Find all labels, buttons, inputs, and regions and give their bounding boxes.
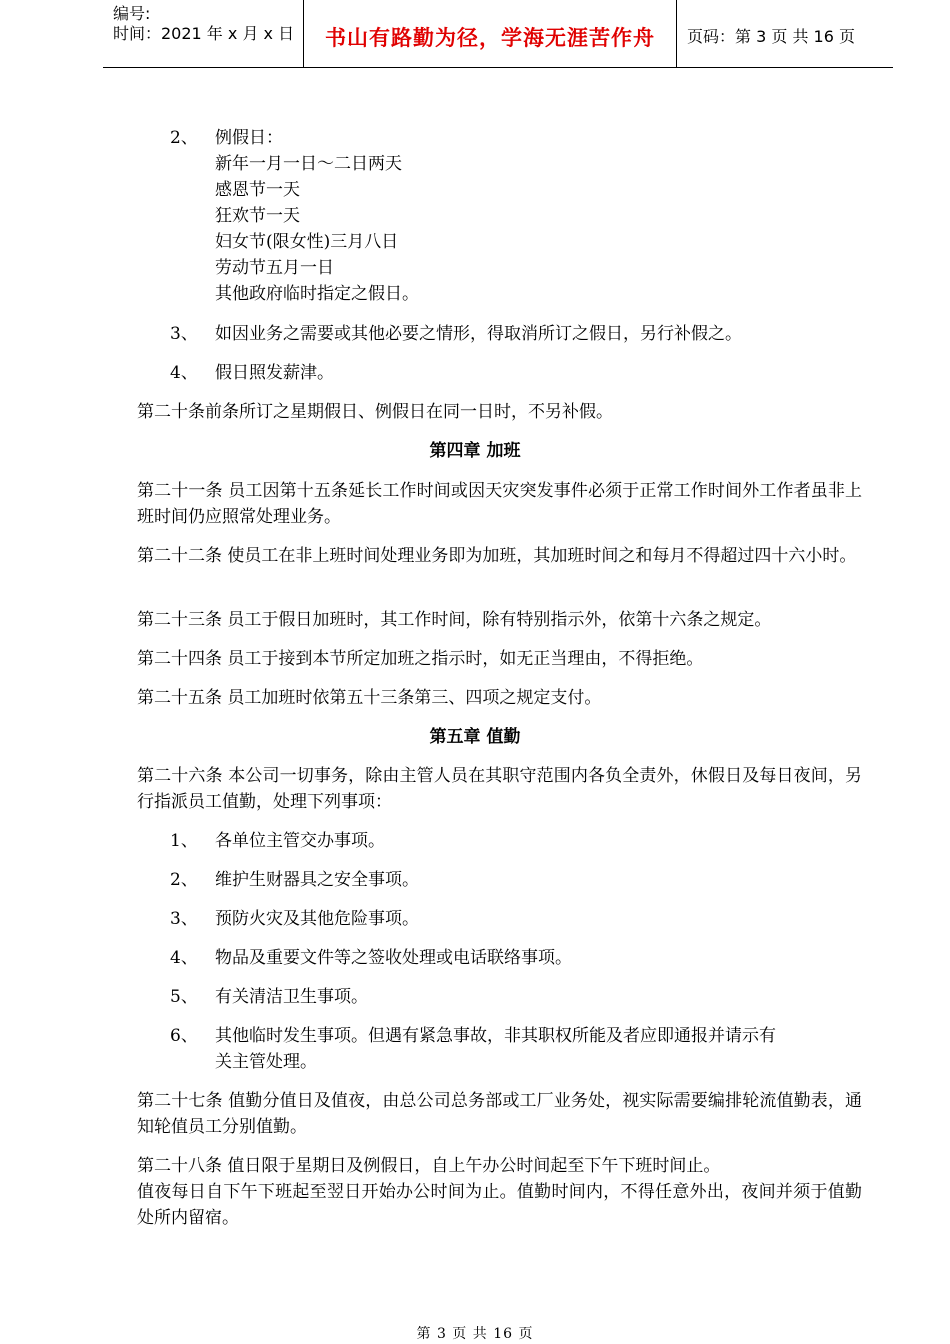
header-meta-cell (103, 0, 303, 67)
serial-label: 编号: (113, 4, 151, 23)
holiday-line: 感恩节一天 (215, 180, 300, 200)
list-item-text: 各单位主管交办事项。 (215, 831, 385, 851)
list-item-text: 关主管处理。 (215, 1052, 317, 1072)
holiday-line: 其他政府临时指定之假日。 (215, 284, 419, 304)
holiday-line: 妇女节(限女性)三月八日 (215, 232, 399, 252)
chapter-heading: 第四章 加班 (429, 441, 521, 461)
article-paragraph: 第二十五条 员工加班时依第五十三条第三、四项之规定支付。 (137, 688, 602, 708)
article-paragraph: 值夜每日自下午下班起至翌日开始办公时间为止。值勤时间内，不得任意外出，夜间并须于值勤处所内留宿。 (137, 1182, 862, 1228)
list-number: 5、 (170, 987, 198, 1007)
page-footer: 第 3 页 共 16 页 (416, 1326, 534, 1342)
date-label: 时间：2021 年 x 月 x 日 (113, 24, 295, 43)
article-paragraph: 第二十八条 值日限于星期日及例假日，自上午办公时间起至下午下班时间止。 (137, 1156, 721, 1176)
chapter-heading: 第五章 值勤 (429, 727, 521, 747)
list-number: 4、 (170, 948, 198, 968)
motto: 书山有路勤为径，学海无涯苦作舟 (325, 26, 655, 50)
article-paragraph: 第二十三条 员工于假日加班时，其工作时间，除有特别指示外，依第十六条之规定。 (137, 610, 772, 630)
list-number: 1、 (170, 831, 198, 851)
article-paragraph: 第二十六条 本公司一切事务，除由主管人员在其职守范围内各负全责外，休假日及每日夜间，另行指派员工值勤，处理下列事项： (137, 766, 862, 812)
article-paragraph: 第二十二条 使员工在非上班时间处理业务即为加班，其加班时间之和每月不得超过四十六小时。 (137, 546, 857, 566)
list-number: 2、 (170, 870, 198, 890)
page-number-label: 页码：第 3 页 共 16 页 (687, 27, 855, 46)
article-paragraph: 第二十四条 员工于接到本节所定加班之指示时，如无正当理由，不得拒绝。 (137, 649, 704, 669)
header-motto-cell (303, 0, 677, 67)
list-number: 4、 (170, 363, 198, 383)
list-number: 3、 (170, 909, 198, 929)
list-item-text: 其他临时发生事项。但遇有紧急事故，非其职权所能及者应即通报并请示有 (215, 1026, 776, 1046)
list-item-text: 物品及重要文件等之签收处理或电话联络事项。 (215, 948, 572, 968)
article-paragraph: 第二十七条 值勤分值日及值夜，由总公司总务部或工厂业务处，视实际需要编排轮流值勤表，通知轮值员工分别值勤。 (137, 1091, 862, 1137)
list-number: 3、 (170, 324, 198, 344)
holiday-line: 劳动节五月一日 (215, 258, 334, 278)
list-number: 6、 (170, 1026, 198, 1046)
list-item-text: 预防火灾及其他危险事项。 (215, 909, 419, 929)
list-item-text: 如因业务之需要或其他必要之情形，得取消所订之假日，另行补假之。 (215, 324, 742, 344)
header-page-cell (676, 0, 893, 67)
holiday-line: 狂欢节一天 (215, 206, 300, 226)
list-item-text: 有关清洁卫生事项。 (215, 987, 368, 1007)
article-paragraph: 第二十一条 员工因第十五条延长工作时间或因天灾突发事件必须于正常工作时间外工作者虽非上班时间仍应照常处理业务。 (137, 481, 862, 527)
page-header (103, 0, 893, 68)
list-number: 2、 (170, 128, 198, 148)
holiday-line: 新年一月一日～二日两天 (215, 154, 402, 174)
article-paragraph: 第二十条前条所订之星期假日、例假日在同一日时，不另补假。 (137, 402, 613, 422)
list-item-text: 假日照发薪津。 (215, 363, 334, 383)
holiday-item-title: 例假日： (215, 128, 283, 148)
list-item-text: 维护生财器具之安全事项。 (215, 870, 419, 890)
